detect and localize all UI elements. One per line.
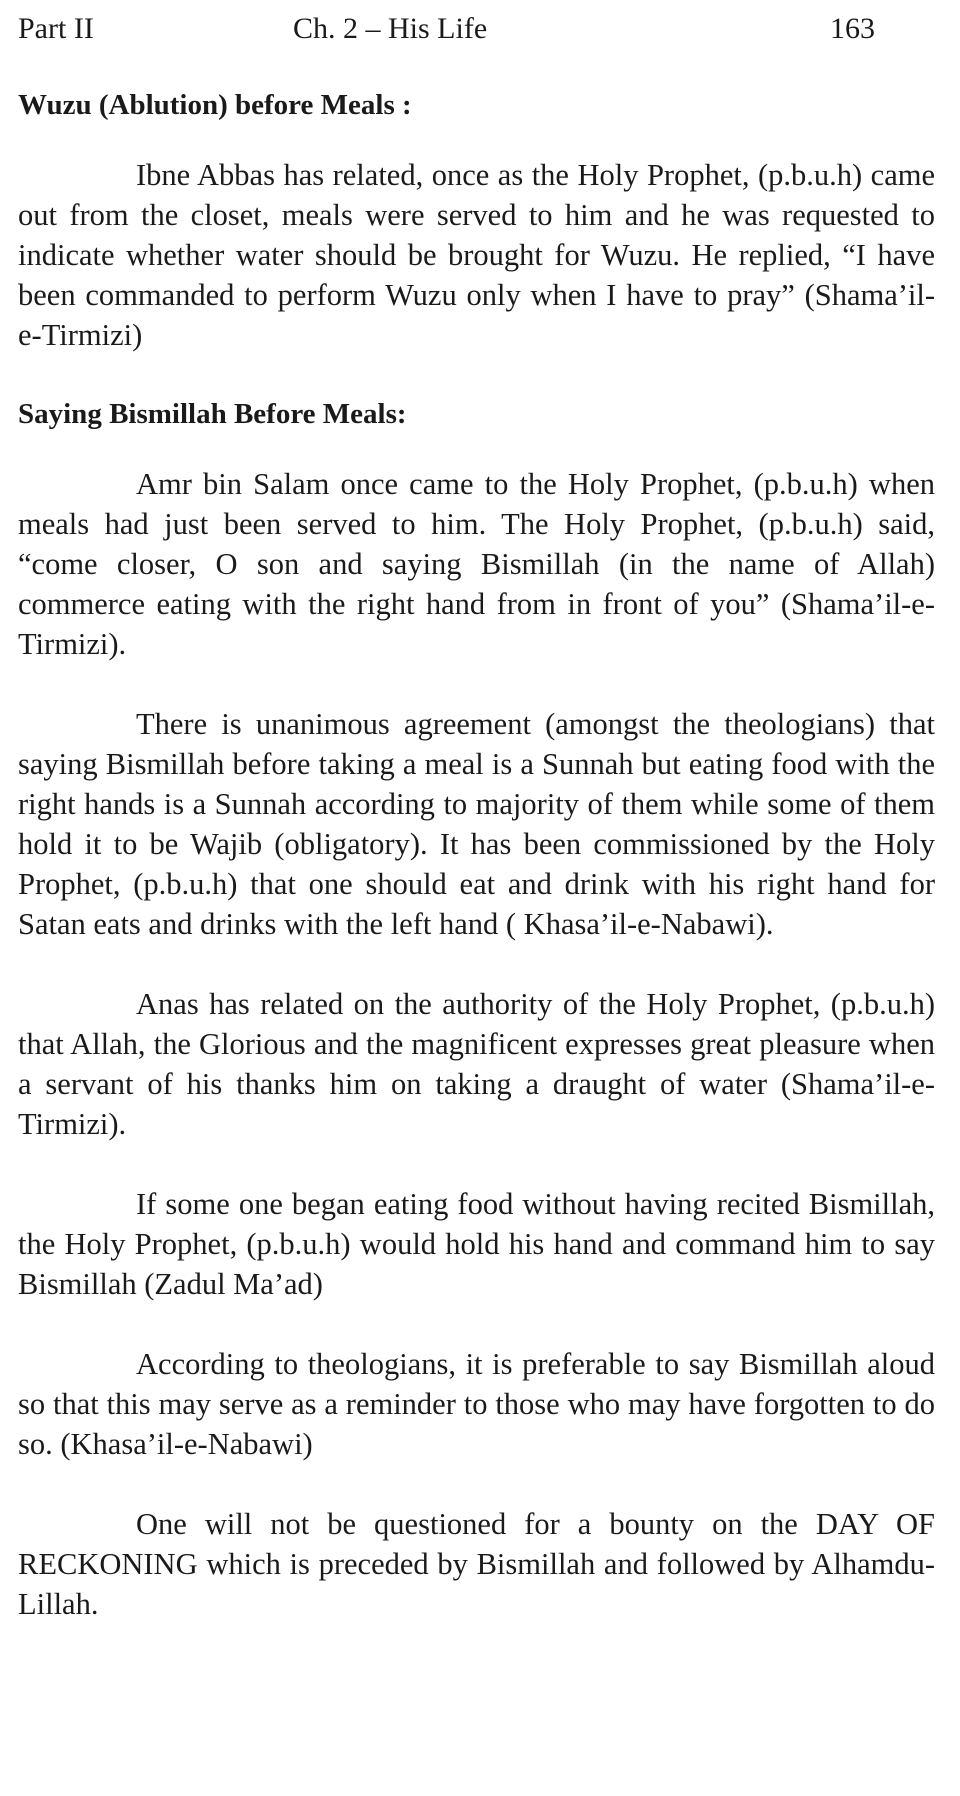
chapter-title: Ch. 2 – His Life (293, 12, 488, 45)
paragraph-bismillah-5: According to theologians, it is preferable to say Bismillah aloud so that this may serve as a reminder to those who may have forgotten to do so. (Khasa’il-e-Nabawi) (18, 1346, 935, 1461)
paragraph-wuzu-1: Ibne Abbas has related, once as the Holy Prophet, (p.b.u.h) came out from the closet, meals were served to him and he was requested to indicate whether water should be brought for Wuzu. He replied, “I have been commanded to perform Wuzu only when I have to pray” (Shama’il-e-Tirmizi) (18, 157, 935, 352)
paragraph-bismillah-1: Amr bin Salam once came to the Holy Prophet, (p.b.u.h) when meals had just been served to him. The Holy Prophet, (p.b.u.h) said, “come closer, O son and saying Bismillah (in the name of Allah) commerce eating with the right hand from in front of you” (Shama’il-e-Tirmizi). (18, 466, 935, 661)
section-heading-wuzu: Wuzu (Ablution) before Meals : (18, 89, 412, 121)
running-header (18, 0, 935, 60)
paragraph-bismillah-3: Anas has related on the authority of the Holy Prophet, (p.b.u.h) that Allah, the Glorious and the magnificent expresses great pleasure when a servant of his thanks him on taking a draught of water (Shama’il-e-Tirmizi). (18, 986, 935, 1141)
section-heading-bismillah: Saying Bismillah Before Meals: (18, 397, 407, 430)
paragraph-bismillah-6: One will not be questioned for a bounty on the DAY OF RECKONING which is preceded by Bismillah and followed by Alhamdu-Lillah. (18, 1506, 935, 1621)
paragraph-bismillah-2: There is unanimous agreement (amongst the theologians) that saying Bismillah before taking a meal is a Sunnah but eating food with the right hands is a Sunnah according to majority of them while some of them hold it to be Wajib (obligatory). It has been commissioned by the Holy Prophet, (p.b.u.h) that one should eat and drink with his right hand for Satan eats and drinks with the left hand ( Khasa’il-e-Nabawi). (18, 706, 935, 941)
part-label: Part II (18, 12, 94, 45)
page-number: 163 (830, 12, 875, 45)
paragraph-bismillah-4: If some one began eating food without having recited Bismillah, the Holy Prophet, (p.b.u.h) would hold his hand and command him to say Bismillah (Zadul Ma’ad) (18, 1186, 935, 1301)
